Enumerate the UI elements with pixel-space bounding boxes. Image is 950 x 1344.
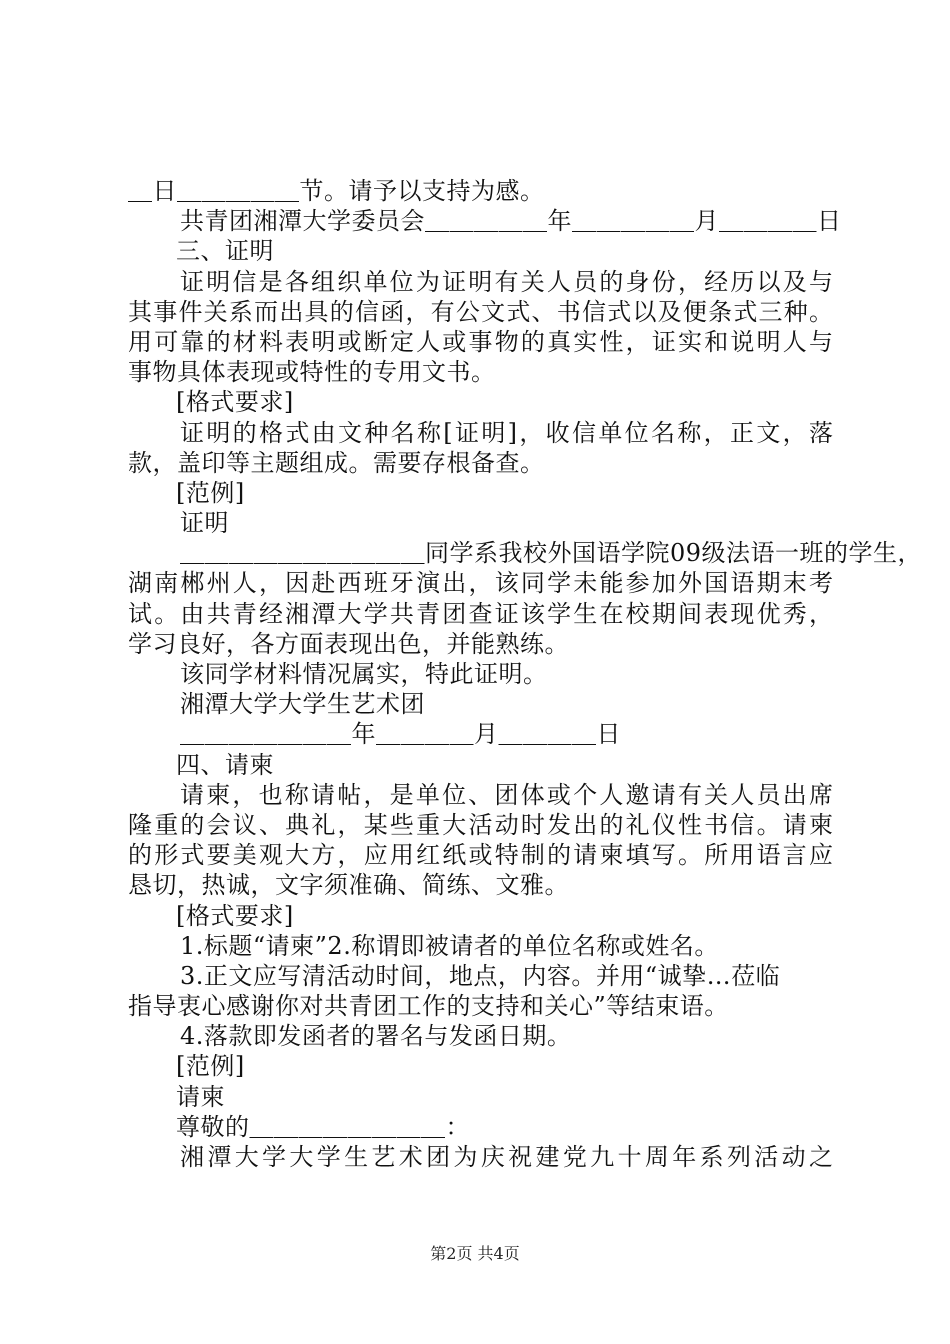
paragraph-line: 学习良好，各方面表现出色，并能熟练。 — [128, 629, 569, 658]
paragraph-line: 证明信是各组织单位为证明有关人员的身份，经历以及与 — [180, 267, 833, 296]
example-title: 证明 — [180, 509, 229, 538]
text-line: ＿日＿＿＿＿＿节。请予以支持为感。 — [128, 177, 545, 205]
section-heading: 三、证明 — [176, 237, 274, 266]
text-line: 共青团湘潭大学委员会＿＿＿＿＿年＿＿＿＿＿月＿＿＿＿日 — [180, 207, 842, 236]
signature-line: 湘潭大学大学生艺术团 — [180, 690, 425, 719]
paragraph-line: 隆重的会议、典礼，某些重大活动时发出的礼仪性书信。请柬 — [128, 810, 833, 839]
paragraph-line: 证明的格式由文种名称[证明]，收信单位名称，正文，落 — [180, 418, 833, 447]
list-item: 3.正文应写清活动时间，地点，内容。并用“诚挚…莅临 — [180, 961, 781, 990]
document-body — [128, 176, 923, 1172]
salutation-line: 尊敬的＿＿＿＿＿＿＿＿： — [176, 1112, 470, 1141]
section-heading: 四、请柬 — [176, 750, 274, 779]
list-item: 4.落款即发函者的署名与发函日期。 — [180, 1022, 572, 1051]
paragraph-line: 试。由共青经湘潭大学共青团查证该学生在校期间表现优秀， — [128, 599, 833, 628]
paragraph-line: 湖南郴州人，因赴西班牙演出，该同学未能参加外国语期末考 — [128, 569, 833, 598]
paragraph-line: 恳切，热诚，文字须准确、简练、文雅。 — [128, 871, 569, 900]
paragraph-line: 用可靠的材料表明或断定人或事物的真实性，证实和说明人与 — [128, 327, 833, 356]
subheading: [范例] — [176, 1052, 245, 1081]
example-title: 请柬 — [176, 1082, 225, 1111]
paragraph-line: 湘潭大学大学生艺术团为庆祝建党九十周年系列活动之 — [180, 1143, 833, 1171]
subheading: [格式要求] — [176, 901, 294, 930]
subheading: [格式要求] — [176, 388, 294, 417]
paragraph-line: 款，盖印等主题组成。需要存根备查。 — [128, 448, 545, 477]
list-item-continuation: 指导衷心感谢你对共青团工作的支持和关心”等结束语。 — [128, 992, 729, 1021]
paragraph-line: 的形式要美观大方，应用红纸或特制的请柬填写。所用语言应 — [128, 841, 833, 870]
paragraph-line: 请柬，也称请帖，是单位、团体或个人邀请有关人员出席 — [180, 780, 833, 809]
list-item: 1.标题“请柬”2.称谓即被请者的单位名称或姓名。 — [180, 931, 719, 960]
paragraph-line: 其事件关系而出具的信函，有公文式、书信式以及便条式三种。 — [128, 297, 833, 326]
paragraph-line: 事物具体表现或特性的专用文书。 — [128, 358, 496, 387]
paragraph-line: ＿＿＿＿＿＿＿＿＿＿同学系我校外国语学院09级法语一班的学生， — [180, 539, 923, 568]
subheading: [范例] — [176, 478, 245, 507]
date-line: ＿＿＿＿＿＿＿年＿＿＿＿月＿＿＿＿日 — [180, 720, 621, 749]
paragraph-line: 该同学材料情况属实，特此证明。 — [180, 660, 548, 688]
page-number: 第2页 共4页 — [430, 1244, 520, 1263]
